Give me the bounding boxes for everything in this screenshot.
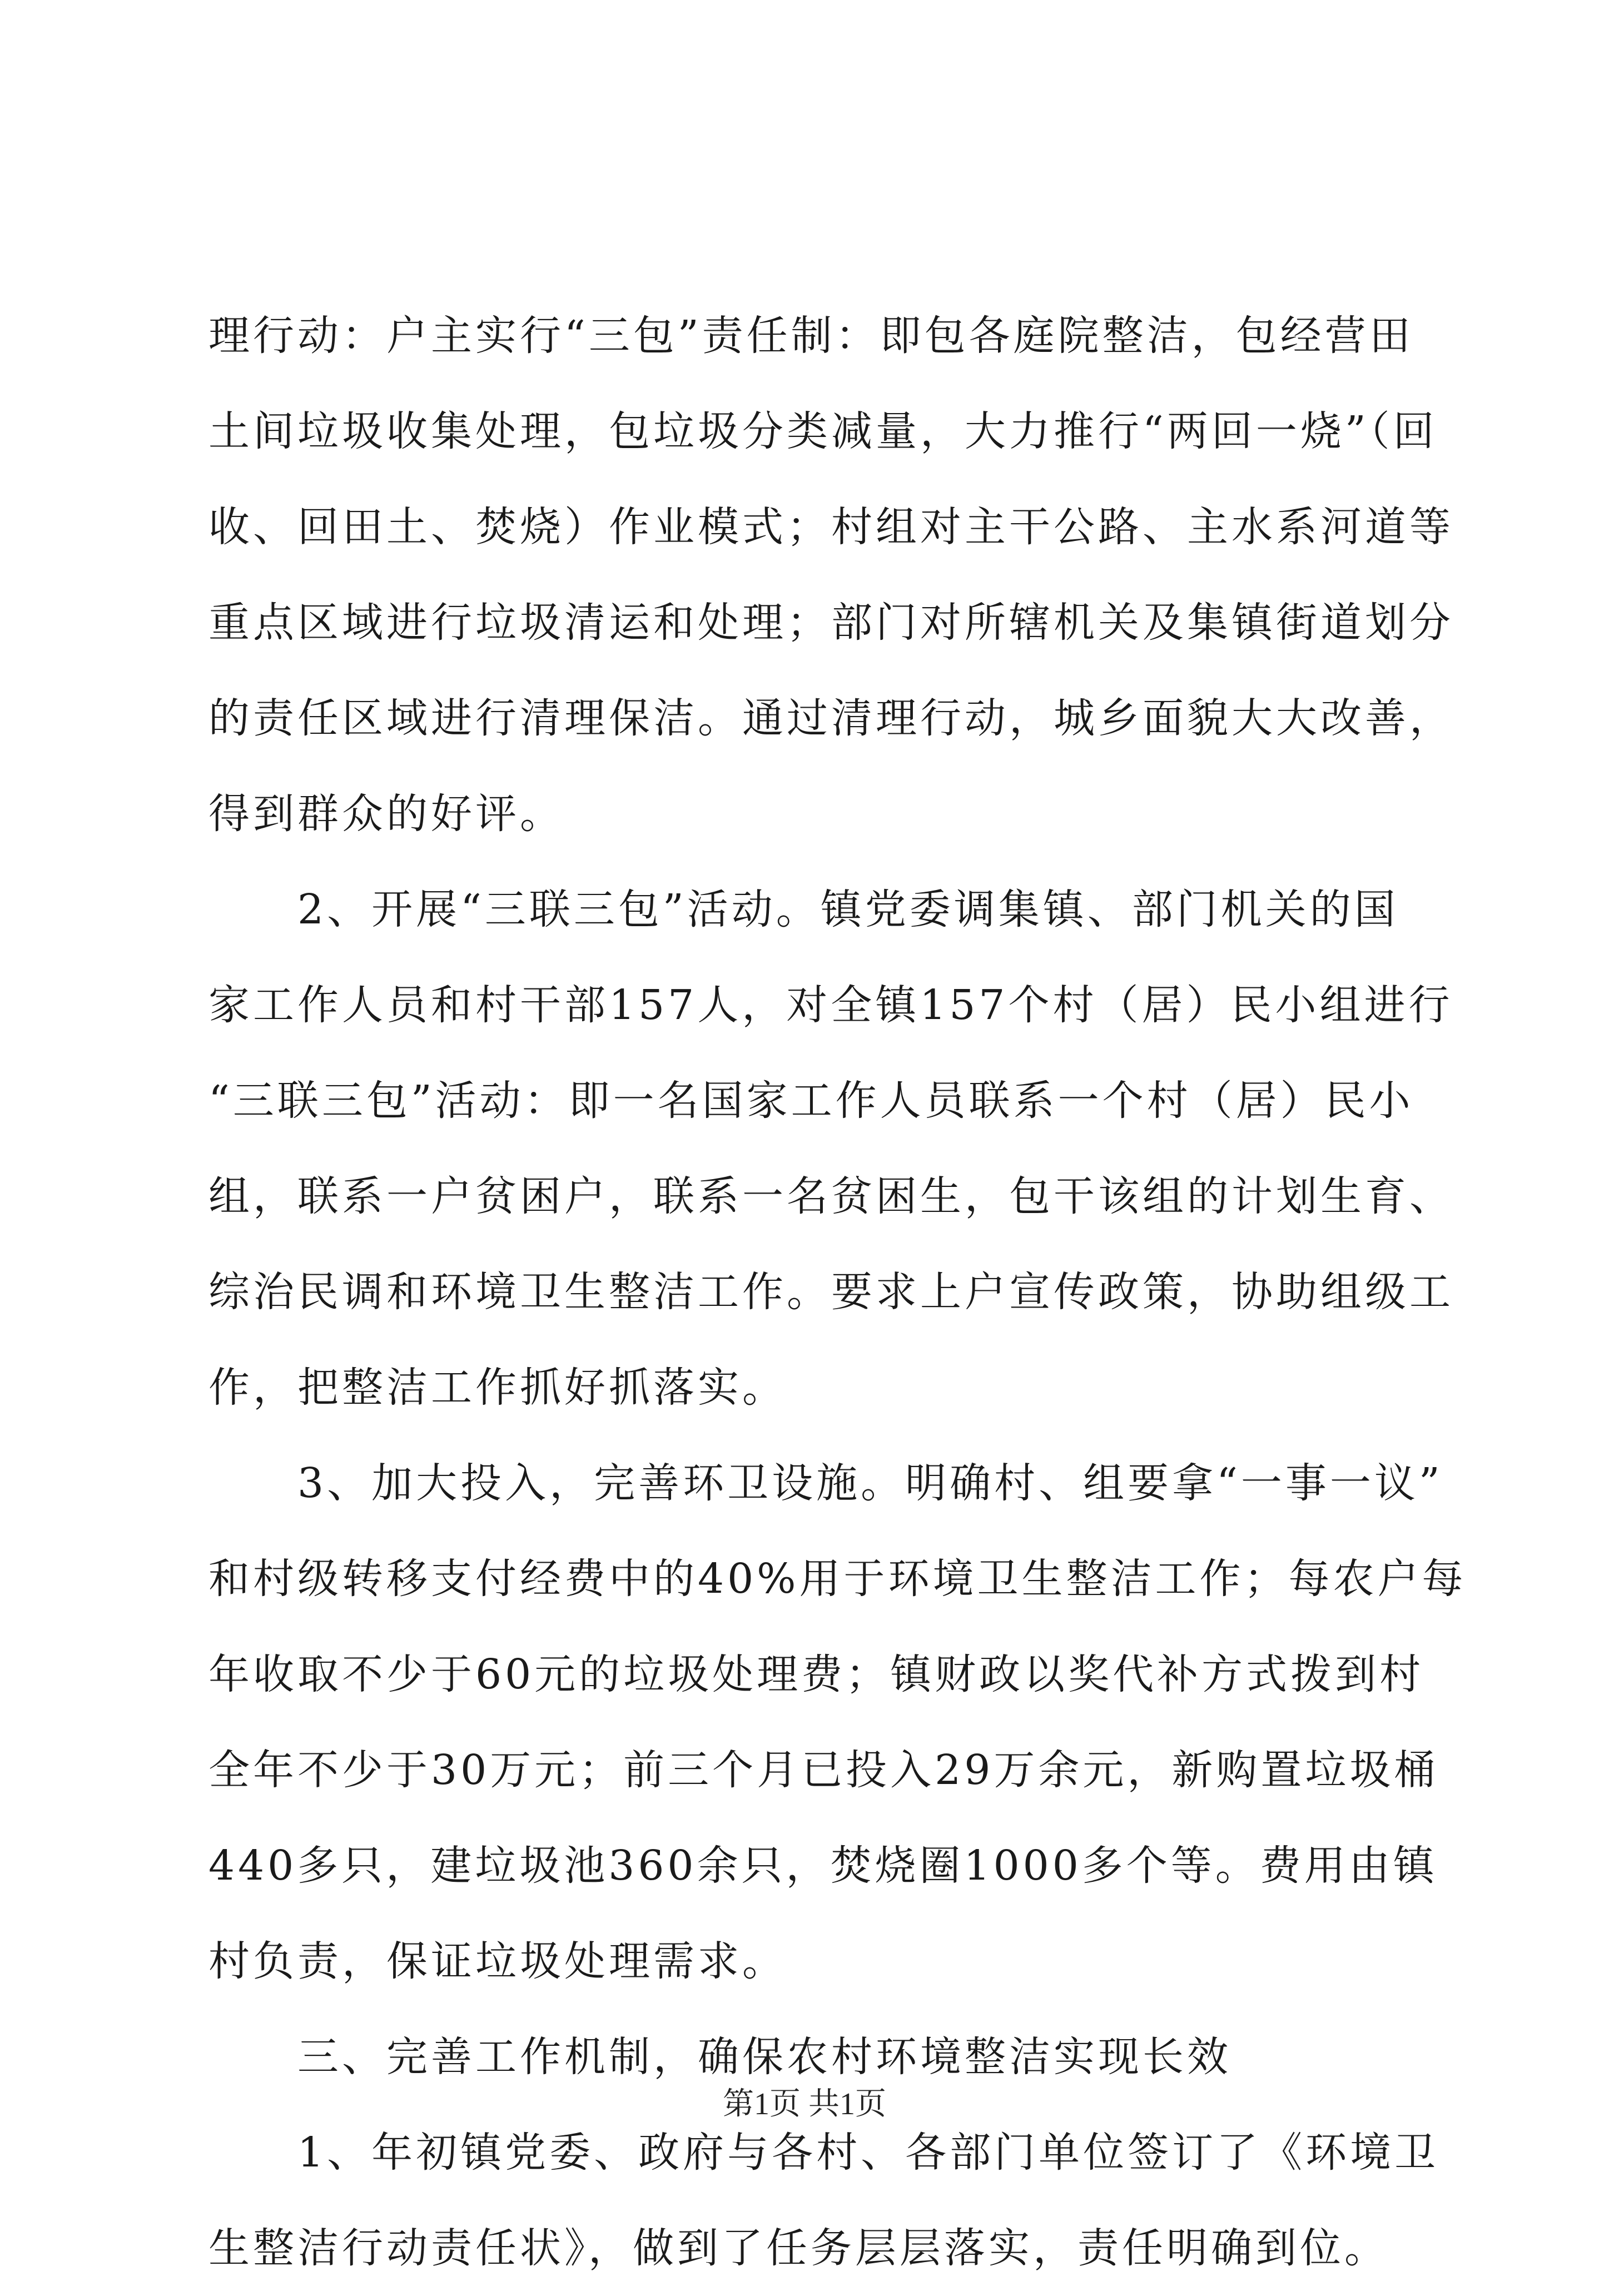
paragraph-three-links [208,862,1454,1435]
text-line: 重点区域进行垃圾清运和处理；部门对所辖机关及集镇街道划分 [208,599,1454,647]
text-line: 组，联系一户贫困户，联系一名贫困生，包干该组的计划生育、 [208,1172,1454,1220]
heading-line: 三、完善工作机制，确保农村环境整洁实现长效 [297,2033,1231,2081]
text-line: 年收取不少于60元的垃圾处理费；镇财政以奖代补方式拨到村 [208,1651,1424,1698]
page-number: 第1页 共1页 [723,2087,886,2121]
paragraph-investment [208,1435,1467,2009]
paragraph-responsibility [208,2105,1439,2296]
text-line: 3、加大投入，完善环卫设施。明确村、组要拿“一事一议” [297,1459,1443,1507]
text-line: 生整洁行动责任状》，做到了任务层层落实，责任明确到位。 [208,2224,1389,2272]
text-line: 440多只，建垃圾池360余只，焚烧圈1000多个等。费用由镇 [208,1842,1438,1890]
text-line: 土间垃圾收集处理，包垃圾分类减量，大力推行“两回一烧”（回 [208,407,1438,455]
page-footer [0,2079,1609,2124]
text-line: 家工作人员和村干部157人，对全镇157个村（居）民小组进行 [208,981,1453,1029]
text-line: 作，把整洁工作抓好抓落实。 [208,1364,787,1412]
text-line: 的责任区域进行清理保洁。通过清理行动，城乡面貌大大改善， [208,694,1454,742]
document-body [208,288,1467,2296]
text-line: 理行动：户主实行“三包”责任制：即包各庭院整洁，包经营田 [208,312,1414,360]
text-line: 综治民调和环境卫生整洁工作。要求上户宣传政策，协助组级工 [208,1268,1454,1316]
text-line: 村负责，保证垃圾处理需求。 [208,1937,787,1985]
text-line: 全年不少于30万元；前三个月已投入29万余元，新购置垃圾桶 [208,1746,1439,1794]
text-line: 2、开展“三联三包”活动。镇党委调集镇、部门机关的国 [297,886,1399,933]
paragraph-cleanup-action [208,288,1454,862]
text-line: 1、年初镇党委、政府与各村、各部门单位签订了《环境卫 [297,2129,1439,2176]
text-line: 和村级转移支付经费中的40%用于环境卫生整洁工作；每农户每 [208,1555,1467,1603]
text-line: “三联三包”活动：即一名国家工作人员联系一个村（居）民小 [208,1077,1414,1125]
text-line: 得到群众的好评。 [208,790,564,838]
text-line: 收、回田土、焚烧）作业模式；村组对主干公路、主水系河道等 [208,503,1454,551]
